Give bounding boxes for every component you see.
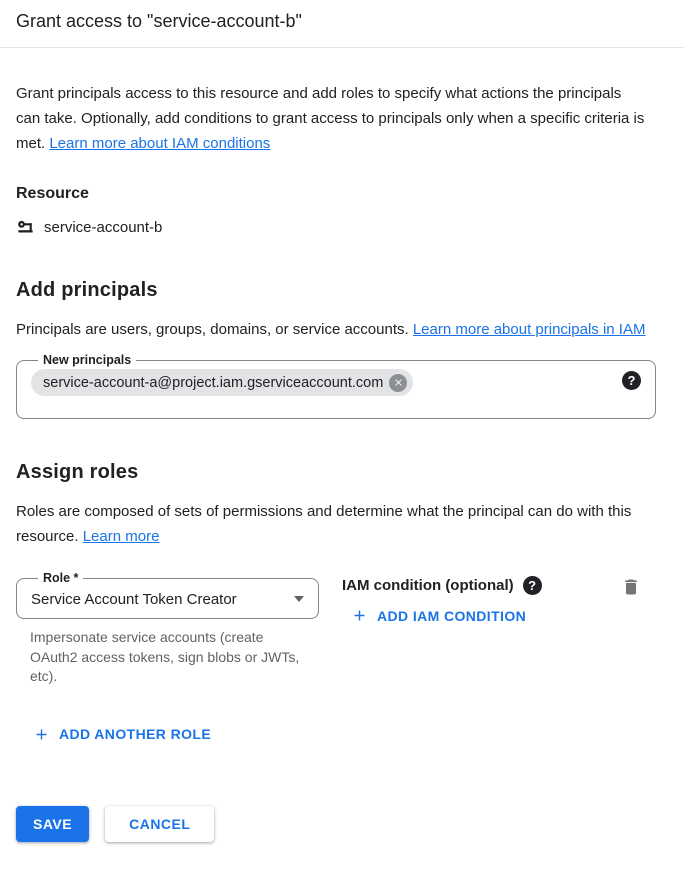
assign-roles-heading: Assign roles [16,461,139,483]
intro-text-span: Grant principals access to this resource and add roles to specify what actions the principals can take. Optionally, add conditions to grant access to principals only when a specific criteria is met. [16,85,645,152]
role-value: Service Account Token Creator [31,590,237,608]
add-another-role-label: ADD ANOTHER ROLE [59,726,212,742]
add-principals-desc-span: Principals are users, groups, domains, or service accounts. [16,321,413,338]
resource-heading: Resource [16,185,89,202]
add-principals-heading: Add principals [16,279,158,301]
principals-link[interactable]: Learn more about principals in IAM [412,321,646,338]
new-principals-inner [31,369,641,396]
role-row [16,571,668,687]
intro-text [16,81,648,156]
principal-chip [31,369,413,396]
role-column [16,571,319,687]
role-label: Role * [43,571,79,585]
plus-icon [351,607,368,624]
assign-roles-description [16,499,648,549]
role-select[interactable] [16,571,319,619]
chip-close-icon[interactable] [389,374,407,392]
role-help-text: Impersonate service accounts (create OAuth2 access tokens, sign blobs or JWTs, etc). [30,629,300,684]
new-principals-label: New principals [43,353,132,367]
principals-help-icon[interactable]: ? [622,371,641,390]
roles-learn-more-link[interactable]: Learn more [82,528,160,545]
iam-condition-help-icon[interactable]: ? [523,576,542,595]
iam-condition-column [342,571,542,629]
service-account-icon [16,218,35,237]
delete-role-button[interactable] [621,577,641,600]
save-button[interactable]: SAVE [16,806,89,842]
new-principals-field[interactable] [16,353,656,419]
resource-row [16,218,668,237]
add-another-role-button[interactable] [33,726,211,743]
add-iam-condition-label: ADD IAM CONDITION [377,607,527,624]
assign-roles-desc-span: Roles are composed of sets of permissions and determine what the principal can do with this resource. [16,503,632,545]
chevron-down-icon [294,596,304,602]
dialog-body [0,81,684,842]
dialog-header [0,0,684,48]
iam-condition-label: IAM condition (optional) [342,577,514,594]
dialog-title: Grant access to "service-account-b" [16,11,302,31]
cancel-button[interactable]: CANCEL [105,806,214,842]
add-principals-description [16,317,648,342]
plus-icon [33,726,50,743]
trash-icon [621,577,641,597]
iam-conditions-link[interactable]: Learn more about IAM conditions [49,135,271,152]
dialog-actions [16,806,668,842]
add-iam-condition-button[interactable] [342,607,526,624]
principal-chip-label: service-account-a@project.iam.gserviceaccount.com [43,374,384,391]
resource-name: service-account-b [44,219,163,236]
